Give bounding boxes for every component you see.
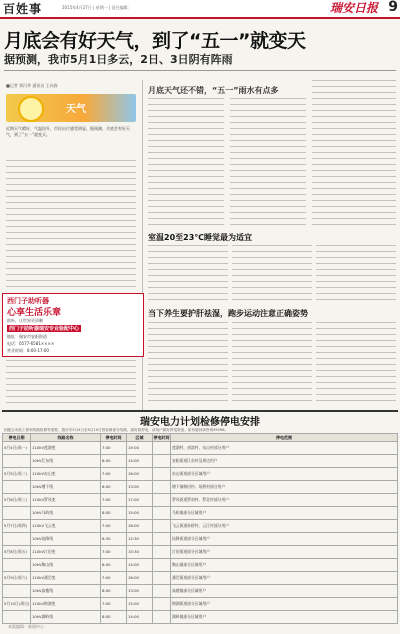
table-cell: 高楼镇部分区域用户 bbox=[171, 585, 398, 598]
table-cell bbox=[3, 455, 31, 468]
table-row bbox=[3, 572, 398, 585]
table-cell: 7:00 bbox=[101, 494, 127, 507]
table-cell: 15:00 bbox=[127, 442, 153, 455]
table-cell: 16:00 bbox=[127, 520, 153, 533]
table-row bbox=[3, 468, 398, 481]
table-cell: 14:00 bbox=[127, 455, 153, 468]
table-cell: 塘下镇韩田村、场桥村部分用户 bbox=[171, 481, 398, 494]
ad-slogan: 心享生活乐章 bbox=[7, 308, 62, 318]
page-number: 9 bbox=[388, 0, 398, 15]
table-cell bbox=[153, 585, 171, 598]
table-cell: 110kV莲湖变 bbox=[31, 442, 101, 455]
column-header: 线路名称 bbox=[31, 434, 101, 442]
table-cell bbox=[3, 481, 31, 494]
table-cell: 8:00 bbox=[101, 507, 127, 520]
section-name: 百姓事 bbox=[3, 2, 43, 16]
table-row bbox=[3, 559, 398, 572]
table-cell: 仙降街道部分区域用户 bbox=[171, 533, 398, 546]
article-column bbox=[148, 322, 228, 406]
table-cell: 15:00 bbox=[127, 598, 153, 611]
table-row bbox=[3, 442, 398, 455]
table-cell: 莲湖村、南滨村、东山村部分用户 bbox=[171, 442, 398, 455]
ad-address: 地址：瑞安市安阳街道 bbox=[7, 334, 47, 339]
table-cell: 7:00 bbox=[101, 546, 127, 559]
table-cell: 10kV高楼线 bbox=[31, 585, 101, 598]
table-cell: 10kV仙降线 bbox=[31, 533, 101, 546]
sun-icon bbox=[18, 96, 44, 122]
table-cell: 10kV陶山线 bbox=[31, 559, 101, 572]
table-cell: 5月5日(周二) bbox=[3, 468, 31, 481]
table-cell bbox=[153, 494, 171, 507]
table-cell: 110kV罗凤变 bbox=[31, 494, 101, 507]
table-body bbox=[3, 442, 398, 624]
table-cell: 110kV汀田变 bbox=[31, 546, 101, 559]
table-cell: 5月10日(周日) bbox=[3, 598, 31, 611]
table-cell: 5月7日(周四) bbox=[3, 520, 31, 533]
article-column bbox=[316, 322, 396, 406]
table-cell bbox=[153, 520, 171, 533]
column-divider bbox=[142, 80, 143, 410]
table-cell: 13:00 bbox=[127, 481, 153, 494]
table-cell: 7:00 bbox=[101, 442, 127, 455]
table-cell bbox=[3, 559, 31, 572]
table-cell: 6:00 bbox=[101, 481, 127, 494]
article-column bbox=[232, 322, 312, 406]
table-cell: 5月6日(周三) bbox=[3, 494, 31, 507]
table-cell bbox=[153, 598, 171, 611]
table-cell: 湖岭镇部分区域用户 bbox=[171, 611, 398, 624]
table-cell bbox=[3, 611, 31, 624]
issue-info: 2015年4月27日 | 星期一 | 责任编辑： bbox=[62, 5, 132, 10]
table-row bbox=[3, 507, 398, 520]
table-cell bbox=[153, 468, 171, 481]
table-cell: 5月9日(周六) bbox=[3, 572, 31, 585]
ad-center-name: 西门子助听器瑞安专业验配中心 bbox=[9, 326, 80, 332]
table-cell bbox=[153, 572, 171, 585]
ad-hours: 营业时间：8:00-17:00 bbox=[7, 348, 49, 353]
section-title: 室温20至23℃睡觉最为适宜 bbox=[148, 233, 252, 242]
byline: ■记者 郑闪华 通讯员 王向春 bbox=[6, 83, 58, 88]
table-row bbox=[3, 455, 398, 468]
article-column bbox=[6, 160, 136, 288]
table-row bbox=[3, 520, 398, 533]
table-cell: 8:00 bbox=[101, 585, 127, 598]
table-cell: 12:30 bbox=[127, 533, 153, 546]
table-cell: 5月4日(周一) bbox=[3, 442, 31, 455]
column-header: 区域 bbox=[127, 434, 153, 442]
table-row bbox=[3, 533, 398, 546]
table-cell bbox=[153, 442, 171, 455]
table-header-row bbox=[3, 434, 398, 442]
table-cell: 7:00 bbox=[101, 468, 127, 481]
table-cell: 8:00 bbox=[101, 559, 127, 572]
table-cell bbox=[3, 533, 31, 546]
table-cell: 110kV东山变 bbox=[31, 468, 101, 481]
table-cell: 13:00 bbox=[127, 585, 153, 598]
table-cell: 10kV马屿线 bbox=[31, 507, 101, 520]
table-cell: 7:00 bbox=[101, 520, 127, 533]
column-header: 停电日期 bbox=[3, 434, 31, 442]
table-cell bbox=[153, 481, 171, 494]
page-footer: 本版编辑：新闻中心 bbox=[8, 624, 44, 629]
article-column bbox=[316, 245, 396, 303]
section-title: 当下养生要护肝祛湿，跑步运动注意正确姿势 bbox=[148, 309, 308, 318]
weather-illustration bbox=[6, 94, 136, 122]
table-cell: 安阳街道江东村及周边用户 bbox=[171, 455, 398, 468]
table-row bbox=[3, 611, 398, 624]
table-cell: 马屿镇部分区域用户 bbox=[171, 507, 398, 520]
table-cell: 15:30 bbox=[127, 546, 153, 559]
photo-caption: 近期天气晴好，气温回升，市民出行感受明显。据预测，月底会有好天气，到了“五一”就变天。 bbox=[6, 126, 130, 137]
article-column bbox=[232, 245, 312, 303]
table-cell: 8:00 bbox=[101, 455, 127, 468]
table-cell: 17:00 bbox=[127, 494, 153, 507]
table-cell bbox=[153, 533, 171, 546]
table-row bbox=[3, 585, 398, 598]
hearing-aid-ad bbox=[2, 293, 144, 357]
table-cell: 110kV锦湖变 bbox=[31, 598, 101, 611]
column-header: 停电范围 bbox=[171, 434, 398, 442]
table-cell bbox=[153, 507, 171, 520]
table-cell: 14:00 bbox=[127, 559, 153, 572]
power-outage-note: 因配合市政工程和线路检修等需要，瑞安市5月4日至5月10日将检修部分线路，届时将停电，请用户做好停电准备。如有疑问请咨询95598。 bbox=[4, 428, 229, 432]
table-row bbox=[3, 598, 398, 611]
table-cell: 锦湖街道部分区域用户 bbox=[171, 598, 398, 611]
table-row bbox=[3, 546, 398, 559]
section-kicker: 月底天气还不错，“五一”雨水有点多 bbox=[148, 86, 279, 95]
article-column bbox=[148, 245, 228, 303]
table-cell: 7:00 bbox=[101, 572, 127, 585]
table-cell: 东山街道部分区域用户 bbox=[171, 468, 398, 481]
section-divider bbox=[2, 410, 398, 412]
ad-text bbox=[6, 360, 136, 408]
article-column bbox=[148, 98, 224, 228]
table-cell: 16:00 bbox=[127, 468, 153, 481]
table-cell bbox=[153, 455, 171, 468]
table-cell: 110kV潘岱变 bbox=[31, 572, 101, 585]
table-cell: 110kV飞云变 bbox=[31, 520, 101, 533]
page-header bbox=[0, 0, 400, 19]
table-cell bbox=[153, 611, 171, 624]
column-header: 停电时间 bbox=[101, 434, 127, 442]
table-cell: 罗凤街道罗南村、罗北村部分用户 bbox=[171, 494, 398, 507]
table-cell: 潘岱街道部分区域用户 bbox=[171, 572, 398, 585]
newspaper-logo: 瑞安日报 bbox=[329, 1, 378, 15]
table-cell: 6:30 bbox=[101, 533, 127, 546]
table-cell: 8:00 bbox=[101, 611, 127, 624]
table-cell bbox=[153, 546, 171, 559]
table-cell: 陶山镇部分区域用户 bbox=[171, 559, 398, 572]
table-cell: 10kV湖岭线 bbox=[31, 611, 101, 624]
illustration-text: 天气 bbox=[66, 104, 86, 115]
ad-phone: 电话：0577-6581×××× bbox=[7, 341, 55, 346]
column-header: 停电时间 bbox=[153, 434, 170, 440]
table-cell: 5月8日(周五) bbox=[3, 546, 31, 559]
table-cell: 汀田街道部分区域用户 bbox=[171, 546, 398, 559]
table-cell: 15:00 bbox=[127, 507, 153, 520]
article-column bbox=[230, 98, 306, 228]
power-outage-title: 瑞安电力计划检修停电安排 bbox=[140, 417, 260, 428]
table-cell: 飞云街道孙桥村、云江村部分用户 bbox=[171, 520, 398, 533]
table-cell: 10kV塘下线 bbox=[31, 481, 101, 494]
table-row bbox=[3, 494, 398, 507]
ad-tagline: 助听，让世界更清晰 bbox=[7, 318, 43, 323]
ad-brand: 西门子助听器 bbox=[7, 297, 49, 305]
table-cell: 14:00 bbox=[127, 611, 153, 624]
divider bbox=[4, 70, 396, 71]
article-column bbox=[312, 80, 396, 228]
subheadline: 据预测，我市5月1日多云，2日、3日阴有阵雨 bbox=[4, 53, 233, 66]
table-cell bbox=[3, 585, 31, 598]
table-cell: 7:00 bbox=[101, 598, 127, 611]
table-cell bbox=[3, 507, 31, 520]
table-row bbox=[3, 481, 398, 494]
table-cell: 10kV江东线 bbox=[31, 455, 101, 468]
table-cell bbox=[153, 559, 171, 572]
headline: 月底会有好天气，到了“五一”就变天 bbox=[4, 30, 306, 52]
table-cell: 16:00 bbox=[127, 572, 153, 585]
power-outage-table bbox=[2, 433, 398, 624]
